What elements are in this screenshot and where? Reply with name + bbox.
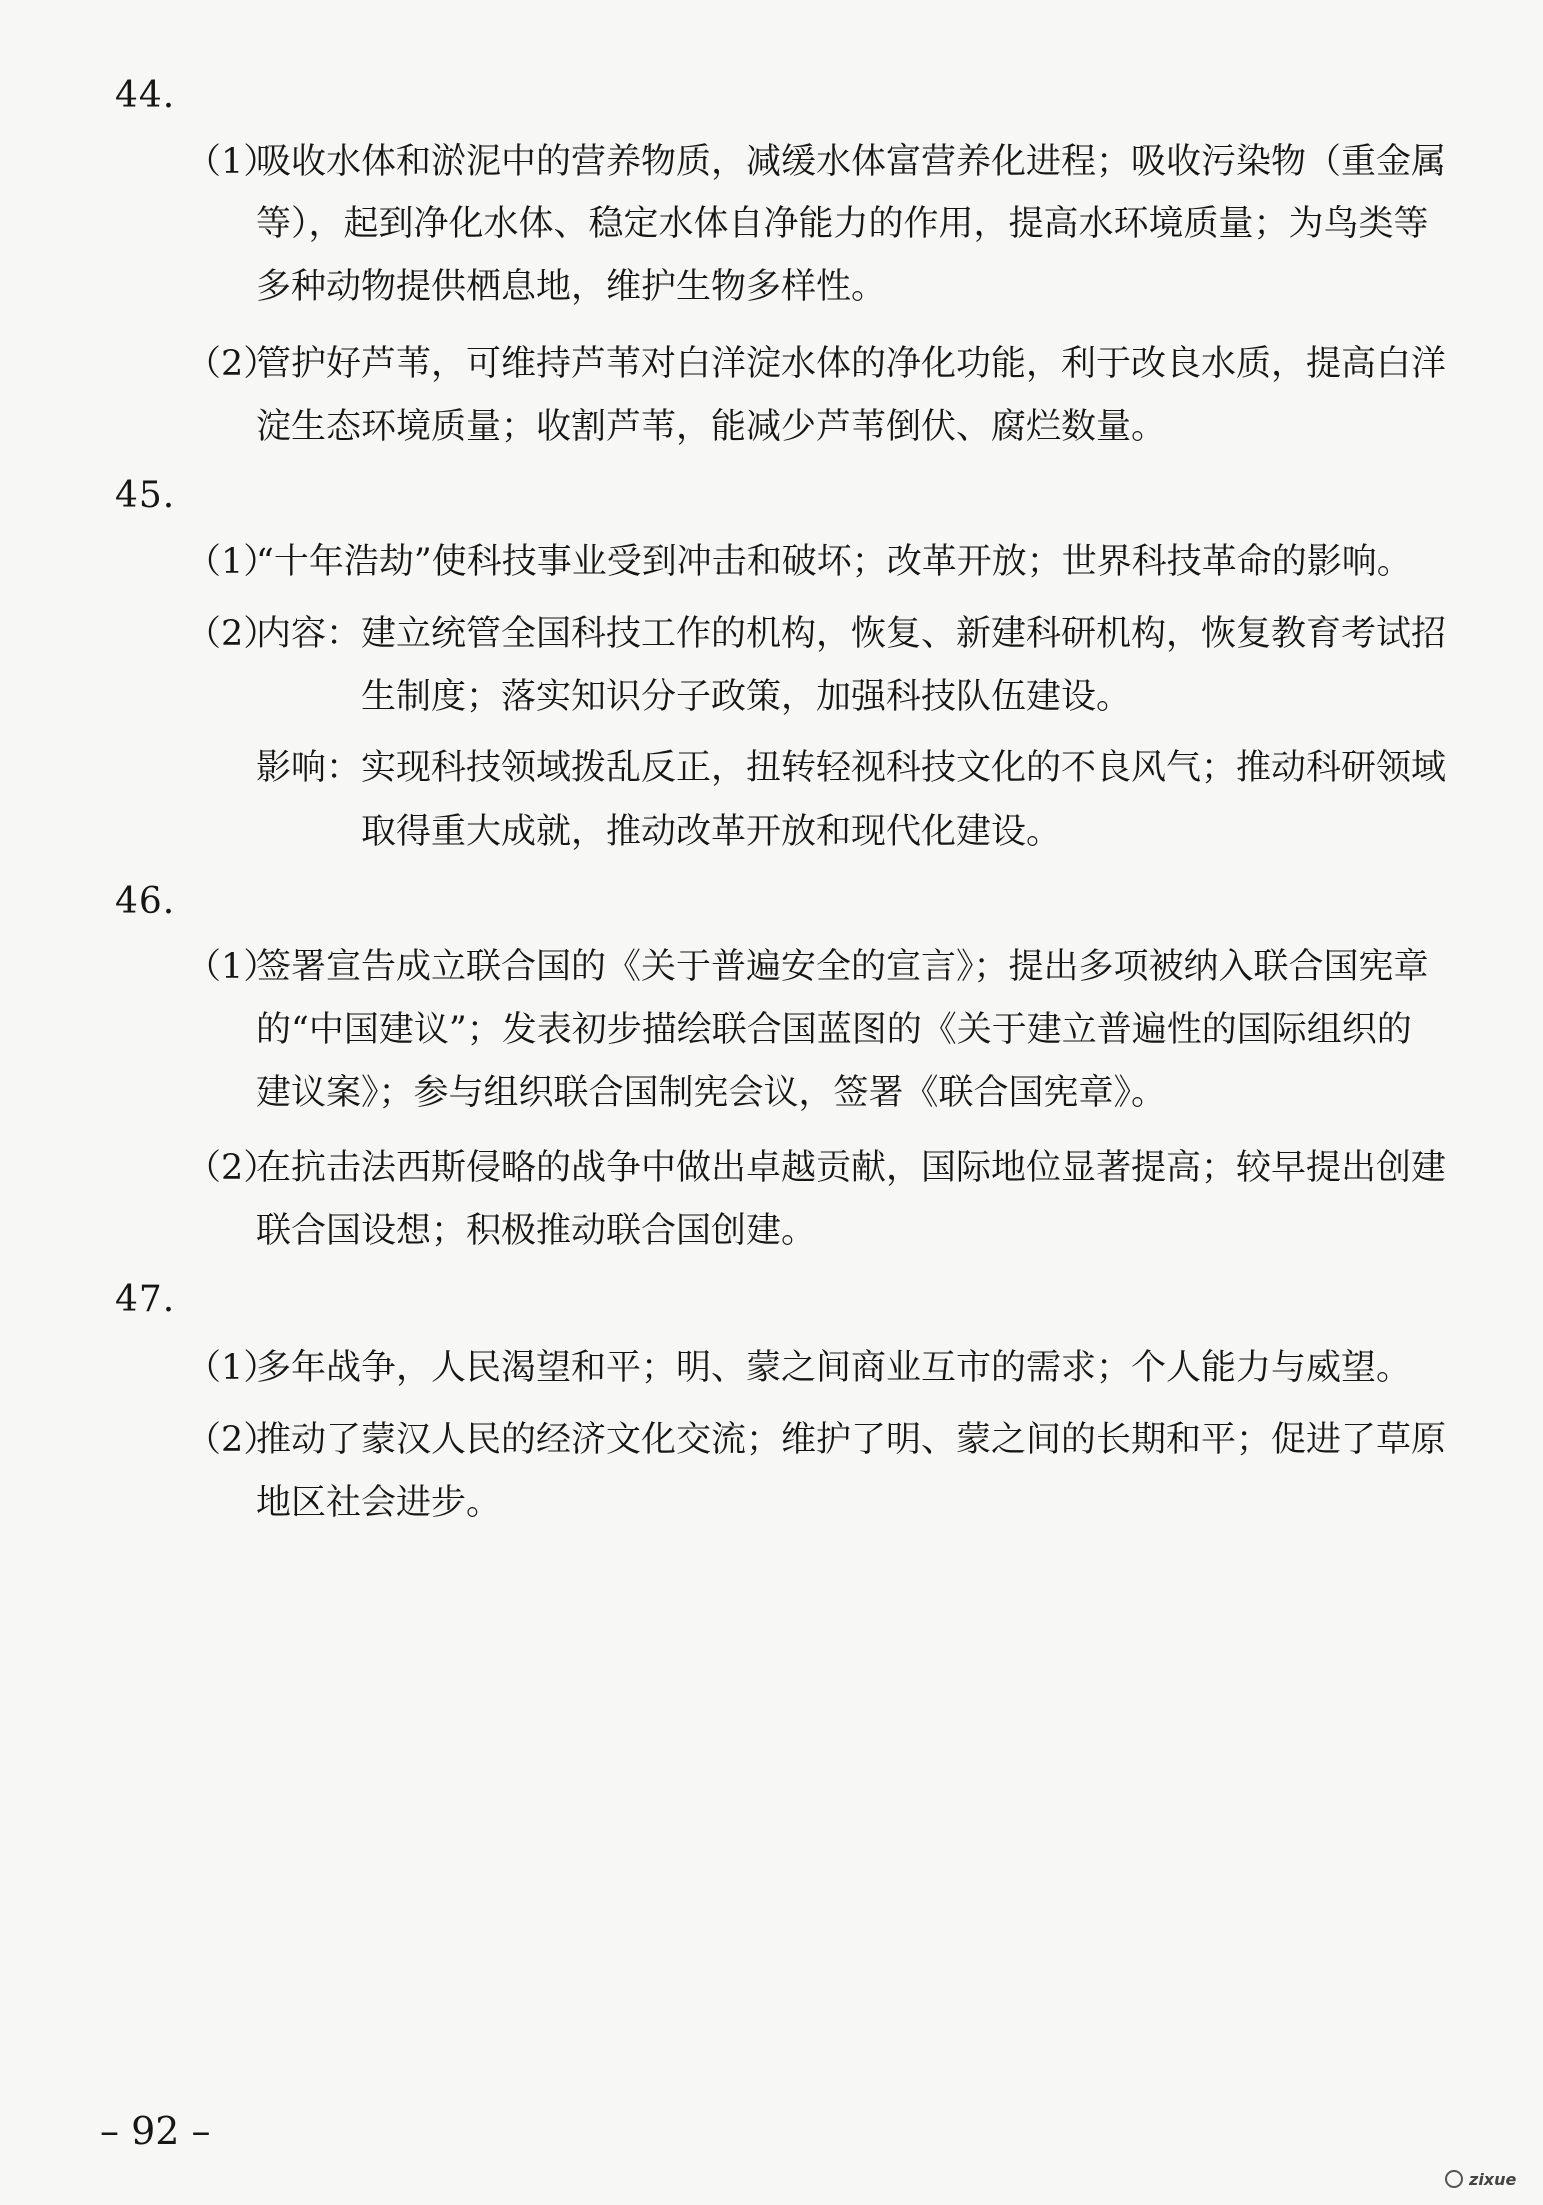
part-marker-44-1: （1） [186, 142, 279, 182]
question-number-45: 45. [115, 475, 176, 516]
answer-line: 多种动物提供栖息地，维护生物多样性。 [256, 267, 887, 307]
part-marker-45-1: （1） [186, 542, 279, 582]
answer-line: “十年浩劫”使科技事业受到冲击和破坏；改革开放；世界科技革命的影响。 [256, 542, 1412, 582]
answer-line: 建议案》；参与组织联合国制宪会议，签署《联合国宪章》。 [256, 1073, 1167, 1113]
question-number-47: 47. [115, 1279, 176, 1320]
watermark-circle-icon [1445, 2170, 1463, 2188]
answer-line: 的“中国建议”；发表初步描绘联合国蓝图的《关于建立普遍性的国际组织的 [256, 1010, 1412, 1050]
answer-line: 生制度；落实知识分子政策，加强科技队伍建设。 [361, 677, 1132, 717]
question-number-46: 46. [115, 881, 176, 922]
part-marker-46-2: （2） [186, 1148, 279, 1188]
answer-line: 影响：实现科技领域拨乱反正，扭转轻视科技文化的不良风气；推动科研领域 [256, 748, 1447, 788]
part-marker-46-1: （1） [186, 947, 279, 987]
answer-line: 取得重大成就，推动改革开放和现代化建设。 [361, 812, 1062, 852]
answer-line: 联合国设想；积极推动联合国创建。 [256, 1211, 817, 1251]
answer-line: 淀生态环境质量；收割芦苇，能减少芦苇倒伏、腐烂数量。 [256, 407, 1167, 447]
answer-line: 签署宣告成立联合国的《关于普遍安全的宣言》；提出多项被纳入联合国宪章 [256, 947, 1429, 987]
answer-line: 多年战争，人民渴望和平；明、蒙之间商业互市的需求；个人能力与威望。 [256, 1348, 1412, 1388]
part-marker-47-1: （1） [186, 1348, 279, 1388]
part-marker-44-2: （2） [186, 344, 279, 384]
page-number: – 92 – [100, 2109, 211, 2153]
part-marker-47-2: （2） [186, 1420, 279, 1460]
part-marker-45-2: （2） [186, 614, 279, 654]
answer-line: 推动了蒙汉人民的经济文化交流；维护了明、蒙之间的长期和平；促进了草原 [256, 1420, 1447, 1460]
answer-line: 内容：建立统管全国科技工作的机构，恢复、新建科研机构，恢复教育考试招 [256, 614, 1447, 654]
answer-line: 地区社会进步。 [256, 1483, 502, 1523]
question-number-44: 44. [115, 75, 176, 116]
watermark-text: zixue [1469, 2170, 1517, 2189]
watermark-logo [1445, 2168, 1525, 2192]
answer-line: 等），起到净化水体、稳定水体自净能力的作用，提高水环境质量；为鸟类等 [256, 204, 1429, 244]
answer-line: 在抗击法西斯侵略的战争中做出卓越贡献，国际地位显著提高；较早提出创建 [256, 1148, 1447, 1188]
answer-line: 吸收水体和淤泥中的营养物质，减缓水体富营养化进程；吸收污染物（重金属 [256, 142, 1447, 182]
answer-line: 管护好芦苇，可维持芦苇对白洋淀水体的净化功能，利于改良水质，提高白洋 [256, 344, 1447, 384]
